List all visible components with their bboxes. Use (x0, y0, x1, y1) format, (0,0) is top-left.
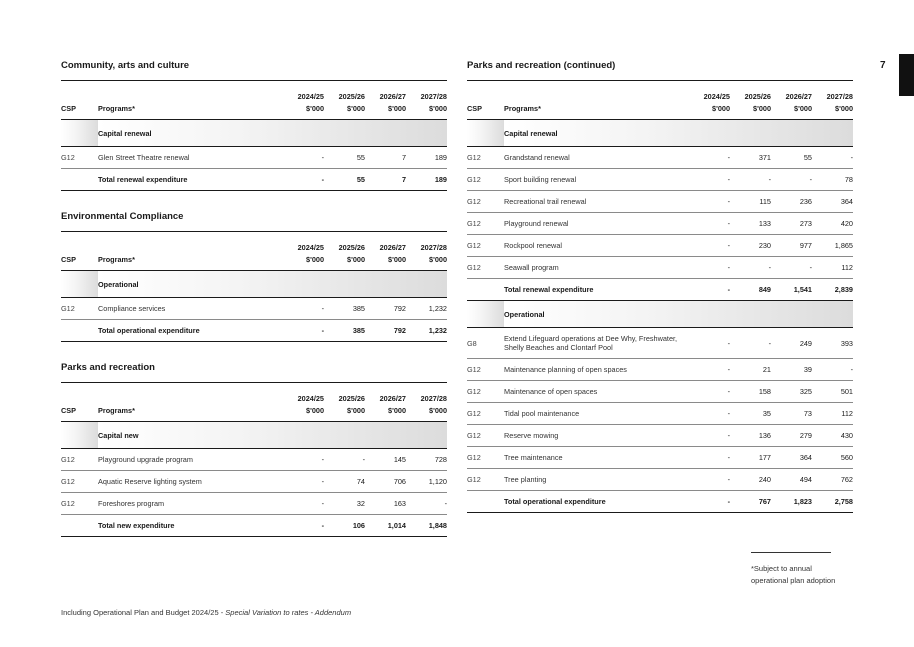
value-cell: - (689, 257, 730, 279)
value-cell: - (283, 471, 324, 493)
value-cell: 78 (812, 169, 853, 191)
col-2025-26-header (730, 81, 771, 120)
unit-label: $'000 (753, 104, 771, 113)
total-label: Total operational expenditure (504, 491, 689, 513)
csp-cell: G12 (467, 235, 504, 257)
col-2024-25-header (283, 383, 324, 422)
section-community (61, 59, 447, 191)
total-value-cell: 189 (406, 169, 447, 191)
table-row (61, 147, 447, 169)
total-value-cell: 1,014 (365, 515, 406, 537)
total-value-cell: 792 (365, 320, 406, 342)
value-cell: 163 (365, 493, 406, 515)
table-row (467, 191, 853, 213)
value-cell: 706 (365, 471, 406, 493)
value-cell: - (730, 328, 771, 359)
value-cell: 728 (406, 449, 447, 471)
table-row (467, 235, 853, 257)
footnote-line-2: operational plan adoption (751, 576, 836, 585)
unit-label: $'000 (347, 255, 365, 264)
total-value-cell: 106 (324, 515, 365, 537)
value-cell: - (689, 403, 730, 425)
value-cell: 7 (365, 147, 406, 169)
total-row (61, 169, 447, 191)
total-label: Total new expenditure (98, 515, 283, 537)
value-cell: 792 (365, 298, 406, 320)
col-2026-27-header (365, 383, 406, 422)
program-cell: Tidal pool maintenance (504, 403, 689, 425)
value-cell: - (283, 449, 324, 471)
year-label: 2025/26 (338, 243, 365, 252)
value-cell: 371 (730, 147, 771, 169)
left-column (61, 59, 447, 556)
group-row (467, 120, 853, 147)
program-cell: Seawall program (504, 257, 689, 279)
value-cell: 1,865 (812, 235, 853, 257)
page-footer (61, 608, 351, 617)
value-cell: - (283, 493, 324, 515)
program-cell: Extend Lifeguard operations at Dee Why, Freshwater, Shelly Beaches and Clontarf Pool (504, 328, 689, 359)
csp-cell: G12 (467, 147, 504, 169)
table-header (61, 232, 447, 271)
col-2025-26-header (324, 81, 365, 120)
value-cell: - (689, 447, 730, 469)
value-cell: 279 (771, 425, 812, 447)
value-cell: - (324, 449, 365, 471)
value-cell: - (812, 359, 853, 381)
unit-label: $'000 (794, 104, 812, 113)
year-label: 2026/27 (785, 92, 812, 101)
table-body (61, 271, 447, 342)
program-cell: Grandstand renewal (504, 147, 689, 169)
csp-cell: G12 (467, 469, 504, 491)
value-cell: 385 (324, 298, 365, 320)
table-row (467, 359, 853, 381)
value-cell: - (730, 169, 771, 191)
col-2025-26-header (324, 383, 365, 422)
unit-label: $'000 (712, 104, 730, 113)
program-cell: Glen Street Theatre renewal (98, 147, 283, 169)
value-cell: 112 (812, 257, 853, 279)
value-cell: 236 (771, 191, 812, 213)
year-label: 2026/27 (379, 243, 406, 252)
value-cell: - (689, 425, 730, 447)
year-label: 2026/27 (379, 92, 406, 101)
value-cell: 249 (771, 328, 812, 359)
value-cell: 158 (730, 381, 771, 403)
unit-label: $'000 (347, 406, 365, 415)
value-cell: - (406, 493, 447, 515)
csp-cell: G12 (467, 425, 504, 447)
section-parks (61, 361, 447, 537)
value-cell: - (730, 257, 771, 279)
col-2026-27-header (771, 81, 812, 120)
col-programs-header: Programs* (504, 81, 689, 120)
value-cell: 32 (324, 493, 365, 515)
table-body (61, 422, 447, 537)
header-row (467, 81, 853, 120)
program-cell: Tree maintenance (504, 447, 689, 469)
unit-label: $'000 (306, 406, 324, 415)
value-cell: - (689, 359, 730, 381)
group-spacer (61, 120, 98, 147)
col-2024-25-header (283, 232, 324, 271)
value-cell: - (689, 328, 730, 359)
section-title: Community, arts and culture (61, 60, 190, 71)
value-cell: 230 (730, 235, 771, 257)
group-row (467, 301, 853, 328)
value-cell: - (689, 235, 730, 257)
total-value-cell: - (283, 169, 324, 191)
total-label: Total renewal expenditure (504, 279, 689, 301)
col-programs-header: Programs* (98, 232, 283, 271)
value-cell: - (689, 191, 730, 213)
program-cell: Reserve mowing (504, 425, 689, 447)
page-number: 7 (880, 60, 886, 71)
total-value-cell: 767 (730, 491, 771, 513)
csp-cell: G12 (61, 147, 98, 169)
value-cell: 133 (730, 213, 771, 235)
table-row (61, 471, 447, 493)
total-value-cell: - (283, 515, 324, 537)
table-row (61, 493, 447, 515)
col-2026-27-header (365, 232, 406, 271)
year-label: 2027/28 (420, 92, 447, 101)
value-cell: 393 (812, 328, 853, 359)
value-cell: 501 (812, 381, 853, 403)
section-parks-continued (467, 59, 853, 513)
budget-table (467, 80, 853, 513)
footer-emphasis: Special Variation to rates - Addendum (225, 608, 352, 617)
group-label: Capital renewal (98, 120, 447, 147)
total-label: Total renewal expenditure (98, 169, 283, 191)
value-cell: - (812, 147, 853, 169)
value-cell: 73 (771, 403, 812, 425)
value-cell: 977 (771, 235, 812, 257)
program-cell: Aquatic Reserve lighting system (98, 471, 283, 493)
program-cell: Playground upgrade program (98, 449, 283, 471)
col-2024-25-header (283, 81, 324, 120)
total-row (467, 491, 853, 513)
group-label: Operational (504, 301, 853, 328)
year-label: 2027/28 (420, 394, 447, 403)
total-value-cell: 1,232 (406, 320, 447, 342)
program-cell: Foreshores program (98, 493, 283, 515)
footnote (751, 552, 861, 587)
total-value-cell: - (689, 279, 730, 301)
csp-cell: G12 (467, 359, 504, 381)
total-value-cell: 849 (730, 279, 771, 301)
csp-cell: G12 (467, 213, 504, 235)
table-body (61, 120, 447, 191)
program-cell: Playground renewal (504, 213, 689, 235)
csp-cell: G8 (467, 328, 504, 359)
table-row (467, 425, 853, 447)
total-value-cell: - (283, 320, 324, 342)
csp-cell: G12 (61, 493, 98, 515)
value-cell: 560 (812, 447, 853, 469)
unit-label: $'000 (429, 104, 447, 113)
unit-label: $'000 (429, 255, 447, 264)
right-column (467, 59, 853, 532)
budget-table (61, 382, 447, 537)
value-cell: 420 (812, 213, 853, 235)
value-cell: 364 (771, 447, 812, 469)
value-cell: 430 (812, 425, 853, 447)
header-row (61, 81, 447, 120)
total-value-cell: 2,758 (812, 491, 853, 513)
group-label: Capital new (98, 422, 447, 449)
csp-cell: G12 (467, 403, 504, 425)
unit-label: $'000 (306, 255, 324, 264)
col-csp-header: CSP (61, 383, 98, 422)
value-cell: 115 (730, 191, 771, 213)
section-title: Parks and recreation (61, 362, 155, 373)
total-value-cell: 2,839 (812, 279, 853, 301)
value-cell: - (689, 147, 730, 169)
program-cell: Maintenance of open spaces (504, 381, 689, 403)
value-cell: - (283, 298, 324, 320)
group-row (61, 422, 447, 449)
year-label: 2025/26 (338, 394, 365, 403)
value-cell: - (689, 469, 730, 491)
program-cell: Compliance services (98, 298, 283, 320)
total-row (61, 515, 447, 537)
total-row (467, 279, 853, 301)
program-cell: Tree planting (504, 469, 689, 491)
footer-text: Including Operational Plan and Budget 2024/25 - (61, 608, 226, 617)
table-body (467, 120, 853, 513)
header-row (61, 232, 447, 271)
col-2027-28-header (406, 81, 447, 120)
value-cell: 39 (771, 359, 812, 381)
csp-cell: G12 (61, 298, 98, 320)
year-label: 2027/28 (420, 243, 447, 252)
year-label: 2025/26 (338, 92, 365, 101)
value-cell: 189 (406, 147, 447, 169)
group-label: Operational (98, 271, 447, 298)
value-cell: - (771, 257, 812, 279)
group-spacer (61, 271, 98, 298)
table-header (61, 81, 447, 120)
year-label: 2025/26 (744, 92, 771, 101)
group-spacer (61, 422, 98, 449)
col-csp-header: CSP (61, 81, 98, 120)
value-cell: 21 (730, 359, 771, 381)
section-environmental (61, 210, 447, 342)
value-cell: 136 (730, 425, 771, 447)
table-row (467, 381, 853, 403)
group-label: Capital renewal (504, 120, 853, 147)
unit-label: $'000 (388, 406, 406, 415)
value-cell: 1,120 (406, 471, 447, 493)
table-row (467, 169, 853, 191)
section-title: Environmental Compliance (61, 211, 184, 222)
header-row (61, 383, 447, 422)
value-cell: 55 (771, 147, 812, 169)
program-cell: Recreational trail renewal (504, 191, 689, 213)
value-cell: - (771, 169, 812, 191)
total-spacer (61, 320, 98, 342)
program-cell: Sport building renewal (504, 169, 689, 191)
budget-table (61, 80, 447, 191)
footnote-rule (751, 552, 831, 553)
col-programs-header: Programs* (98, 383, 283, 422)
unit-label: $'000 (835, 104, 853, 113)
col-programs-header: Programs* (98, 81, 283, 120)
table-row (467, 447, 853, 469)
total-row (61, 320, 447, 342)
total-spacer (467, 279, 504, 301)
unit-label: $'000 (388, 104, 406, 113)
year-label: 2024/25 (297, 92, 324, 101)
total-value-cell: 55 (324, 169, 365, 191)
year-label: 2024/25 (297, 394, 324, 403)
value-cell: 364 (812, 191, 853, 213)
section-title: Parks and recreation (continued) (467, 60, 616, 71)
value-cell: 325 (771, 381, 812, 403)
program-cell: Maintenance planning of open spaces (504, 359, 689, 381)
group-row (61, 271, 447, 298)
col-2025-26-header (324, 232, 365, 271)
total-value-cell: 1,541 (771, 279, 812, 301)
table-row (467, 403, 853, 425)
value-cell: 1,232 (406, 298, 447, 320)
value-cell: 145 (365, 449, 406, 471)
table-row (467, 469, 853, 491)
program-cell: Rockpool renewal (504, 235, 689, 257)
group-row (61, 120, 447, 147)
col-csp-header: CSP (467, 81, 504, 120)
value-cell: 273 (771, 213, 812, 235)
group-spacer (467, 301, 504, 328)
year-label: 2024/25 (297, 243, 324, 252)
col-2026-27-header (365, 81, 406, 120)
value-cell: 494 (771, 469, 812, 491)
col-csp-header: CSP (61, 232, 98, 271)
csp-cell: G12 (467, 381, 504, 403)
year-label: 2026/27 (379, 394, 406, 403)
page-tab-marker (899, 54, 914, 96)
table-row (61, 298, 447, 320)
col-2024-25-header (689, 81, 730, 120)
value-cell: - (283, 147, 324, 169)
col-2027-28-header (406, 383, 447, 422)
csp-cell: G12 (61, 471, 98, 493)
table-header (467, 81, 853, 120)
footnote-line-1: *Subject to annual (751, 564, 812, 573)
unit-label: $'000 (388, 255, 406, 264)
value-cell: - (689, 213, 730, 235)
value-cell: - (689, 169, 730, 191)
total-value-cell: 1,823 (771, 491, 812, 513)
total-value-cell: 1,848 (406, 515, 447, 537)
total-value-cell: 385 (324, 320, 365, 342)
unit-label: $'000 (306, 104, 324, 113)
csp-cell: G12 (467, 191, 504, 213)
csp-cell: G12 (467, 257, 504, 279)
table-row (467, 328, 853, 359)
col-2027-28-header (812, 81, 853, 120)
total-spacer (61, 515, 98, 537)
table-header (61, 383, 447, 422)
value-cell: 762 (812, 469, 853, 491)
total-label: Total operational expenditure (98, 320, 283, 342)
unit-label: $'000 (347, 104, 365, 113)
value-cell: 55 (324, 147, 365, 169)
table-row (467, 257, 853, 279)
col-2027-28-header (406, 232, 447, 271)
csp-cell: G12 (467, 447, 504, 469)
year-label: 2027/28 (826, 92, 853, 101)
year-label: 2024/25 (703, 92, 730, 101)
value-cell: 112 (812, 403, 853, 425)
total-value-cell: 7 (365, 169, 406, 191)
table-row (467, 213, 853, 235)
table-row (467, 147, 853, 169)
total-spacer (61, 169, 98, 191)
value-cell: - (689, 381, 730, 403)
total-value-cell: - (689, 491, 730, 513)
value-cell: 35 (730, 403, 771, 425)
unit-label: $'000 (429, 406, 447, 415)
csp-cell: G12 (467, 169, 504, 191)
group-spacer (467, 120, 504, 147)
csp-cell: G12 (61, 449, 98, 471)
value-cell: 240 (730, 469, 771, 491)
value-cell: 74 (324, 471, 365, 493)
table-row (61, 449, 447, 471)
value-cell: 177 (730, 447, 771, 469)
total-spacer (467, 491, 504, 513)
budget-table (61, 231, 447, 342)
